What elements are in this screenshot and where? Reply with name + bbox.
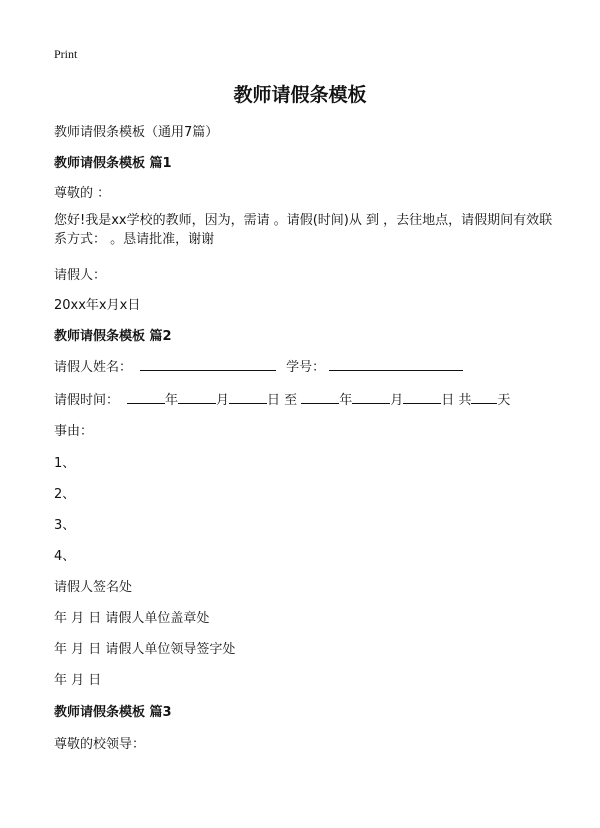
start-day-unit: 日 至: [267, 393, 298, 408]
section-1-date: 20xx年x月x日: [54, 298, 141, 313]
section-1-body: 您好!我是xx学校的教师，因为，需请 。请假(时间)从 到 ，去往地点，请假期间有效联系方式： 。恳请批准，谢谢: [54, 213, 553, 247]
reason-item: 3、: [54, 518, 76, 533]
section-1-applicant: 请假人：: [54, 268, 107, 283]
time-label: 请假时间：: [54, 393, 120, 408]
section-2-heading: 教师请假条模板 篇2: [54, 329, 172, 344]
signature-line: 请假人签名处: [54, 580, 133, 595]
end-year-unit: 年: [339, 393, 353, 408]
start-year-unit: 年: [165, 393, 179, 408]
reason-label: 事由：: [54, 424, 94, 439]
section-1-salutation: 尊敬的 ：: [54, 186, 111, 201]
final-date-line: 年 月 日: [54, 673, 102, 688]
start-month-unit: 月: [216, 393, 230, 408]
reason-item: 4、: [54, 549, 76, 564]
days-unit: 天: [497, 393, 511, 408]
document-title: 教师请假条模板: [233, 84, 367, 106]
intro-line: 教师请假条模板（通用7篇）: [54, 125, 219, 140]
end-month-unit: 月: [390, 393, 404, 408]
start-month-blank[interactable]: [178, 390, 216, 404]
name-blank[interactable]: [140, 357, 276, 371]
print-label: Print: [54, 47, 78, 61]
leave-time-row: [54, 389, 510, 408]
start-year-blank[interactable]: [127, 390, 165, 404]
id-label: 学号：: [286, 360, 326, 375]
name-label: 请假人姓名：: [54, 360, 133, 375]
total-days-blank[interactable]: [471, 390, 497, 404]
name-id-row: [54, 356, 463, 375]
reason-item: 2、: [54, 487, 76, 502]
end-month-blank[interactable]: [352, 390, 390, 404]
section-1-heading: 教师请假条模板 篇1: [54, 156, 172, 171]
section-3-heading: 教师请假条模板 篇3: [54, 705, 172, 720]
start-day-blank[interactable]: [229, 390, 267, 404]
reason-item: 1、: [54, 456, 76, 471]
end-day-blank[interactable]: [403, 390, 441, 404]
leader-sign-line: 年 月 日 请假人单位领导签字处: [54, 642, 236, 657]
end-year-blank[interactable]: [301, 390, 339, 404]
end-day-unit: 日 共: [441, 393, 472, 408]
unit-seal-line: 年 月 日 请假人单位盖章处: [54, 611, 210, 626]
section-3-salutation: 尊敬的校领导：: [54, 737, 146, 752]
id-blank[interactable]: [329, 357, 463, 371]
